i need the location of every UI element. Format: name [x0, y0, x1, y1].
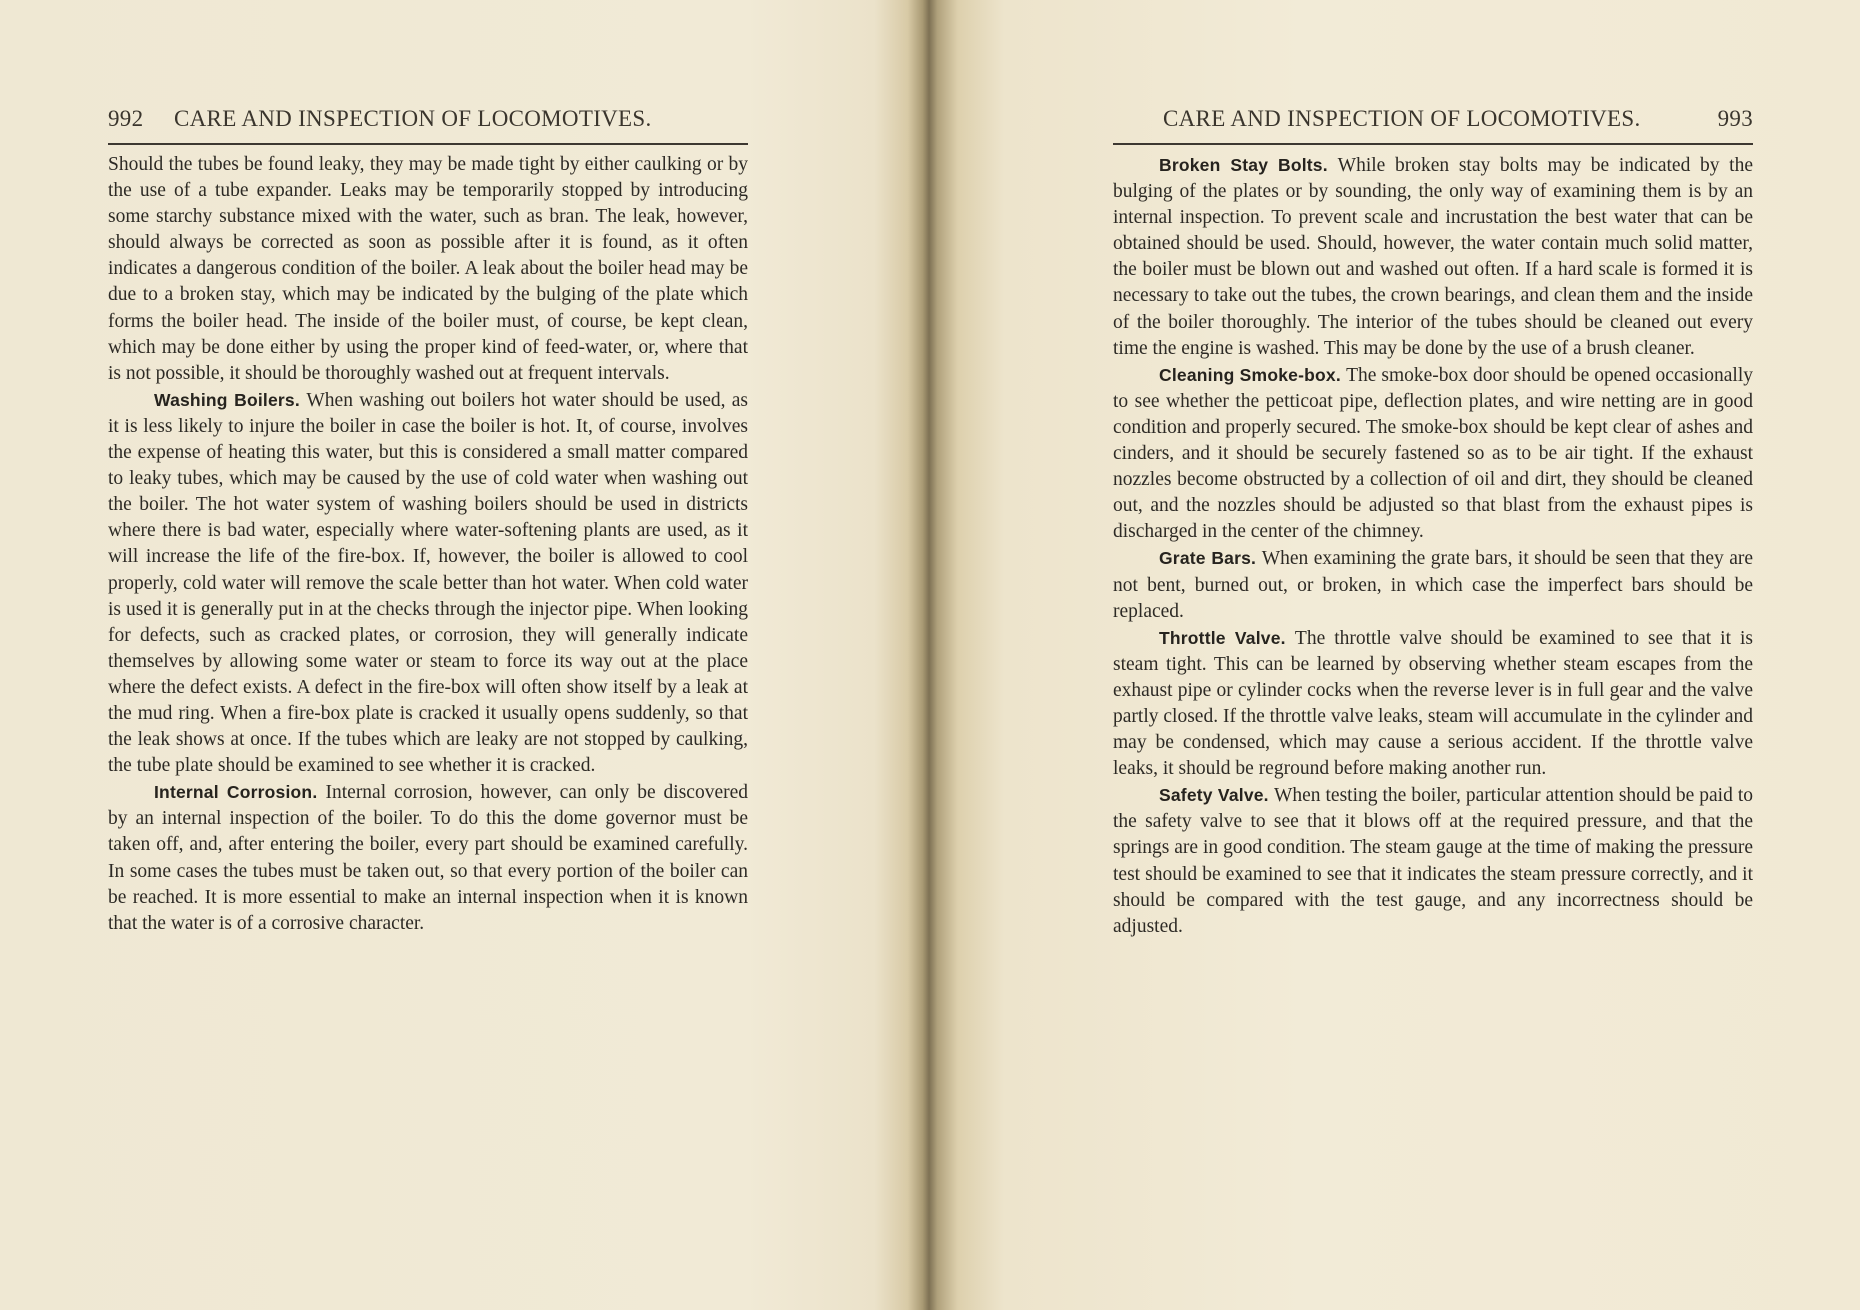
paragraph-text: When washing out boilers hot water should be used, as it is less likely to injure the boiler in case the boiler is hot. It, of course, involves the expense of heating this water, but this is considered a small matter compared to leaky tubes, which may be caused by the use of cold water when washing out the boiler. The hot water system of washing boilers should be used in districts where there is bad water, especially where water-softening plants are used, as it will increase the life of the fire-box. If, however, the boiler is allowed to cool properly, cold water will remove the scale better than hot water. When cold water is used it is generally put in at the checks through the injector pipe. When looking for defects, such as cracked plates, or corrosion, they will generally indicate themselves by allowing some water or steam to force its way out at the place where the defect exists. A defect in the fire-box will often show itself by a leak at the mud ring. When a fire-box plate is cracked it usually opens suddenly, so that the leak shows at once. If the tubes which are leaky are not stopped by caulking, the tube plate should be examined to see whether it is cracked.: [108, 389, 749, 777]
paragraph-text: The smoke-box door should be opened occasionally to see whether the petticoat pipe, deflection plates, and wire netting are in good condition and properly secured. The smoke-box should be kept clear of ashes and cinders, and it should be securely fastened so as to be air tight. If the exhaust nozzles become obstructed by a collection of oil and dirt, they should be cleaned out, and the nozzles should be adjusted so that blast from the exhaust pipes is discharged in the center of the chimney.: [1113, 364, 1753, 543]
section-heading: Throttle Valve.: [1159, 627, 1295, 648]
header-rule: [1113, 143, 1753, 145]
section-heading: Safety Valve.: [1159, 785, 1274, 806]
section-heading: Cleaning Smoke-box.: [1159, 364, 1347, 385]
running-title: CARE AND INSPECTION OF LOCOMOTIVES.: [174, 106, 652, 131]
paragraph: [1113, 625, 1753, 783]
page-number: 992: [108, 106, 144, 131]
left-running-head: [108, 106, 748, 136]
paragraph-text: When testing the boiler, particular attention should be paid to the safety valve to see that it blows off at the required pressure, and that the springs are in good condition. The steam gauge at the time of making the pressure test should be examined to see that it indicates the steam pressure correctly, and it should be compared with the test gauge, and any incorrectness should be adjusted.: [1113, 785, 1753, 937]
header-rule: [108, 143, 748, 145]
page-number: 993: [1717, 106, 1753, 131]
paragraph: [1113, 545, 1753, 624]
section-heading: Broken Stay Bolts.: [1159, 155, 1338, 175]
running-title: CARE AND INSPECTION OF LOCOMOTIVES.: [1163, 106, 1641, 131]
section-heading: Internal Corrosion.: [154, 782, 326, 803]
left-body-text: [108, 152, 748, 937]
section-heading: Grate Bars.: [1159, 548, 1262, 569]
paragraph-text: While broken stay bolts may be indicated by the bulging of the plates or by sounding, the only way of examining them is by an internal inspection. To prevent scale and incrustation the best water that can be obtained should be used. Should, however, the water contain much solid matter, the boiler must be blown out and washed out often. If a hard scale is formed it is necessary to take out the tubes, the crown bearings, and clean them and the inside of the boiler thoroughly. The interior of the tubes should be cleaned out every time the engine is washed. This may be done by the use of a brush cleaner.: [1113, 155, 1753, 359]
paragraph: [1113, 362, 1753, 546]
paragraph-text: The throttle valve should be examined to see that it is steam tight. This can be learned by observing whether steam escapes from the exhaust pipe or cylinder cocks when the reverse lever is in full gear and the valve partly closed. If the throttle valve leaks, steam will accumulate in the cylinder and may be condensed, which may cause a serious accident. If the throttle valve leaks, it should be reground before making another run.: [1113, 627, 1753, 780]
paragraph-text: When examining the grate bars, it should be seen that they are not bent, burned out, or broken, in which case the imperfect bars should be replaced.: [1113, 548, 1753, 622]
paragraph: [108, 387, 748, 779]
paragraph: [1113, 152, 1753, 362]
paragraph-text: Internal corrosion, however, can only be discovered by an internal inspection of the boiler. To do this the dome governor must be taken off, and, after entering the boiler, every part should be examined carefully. In some cases the tubes must be taken out, so that every portion of the boiler can be reached. It is more essential to make an internal inspection when it is known that the water is of a corrosive character.: [108, 782, 748, 934]
right-body-text: [1113, 152, 1753, 940]
paragraph-text: Should the tubes be found leaky, they may be made tight by either caulking or by the use of a tube expander. Leaks may be temporarily stopped by introducing some starchy substance mixed with the water, such as bran. The leak, however, should always be corrected as soon as possible after it is found, as it often indicates a dangerous condition of the boiler. A leak about the boiler head may be due to a broken stay, which may be indicated by the bulging of the plate which forms the boiler head. The inside of the boiler must, of course, be kept clean, which may be done either by using the proper kind of feed-water, or, where that is not possible, it should be thoroughly washed out at frequent intervals.: [108, 154, 748, 384]
paragraph: [108, 152, 748, 387]
paragraph: [108, 779, 748, 937]
paragraph: [1113, 782, 1753, 940]
section-heading: Washing Boilers.: [154, 389, 307, 410]
right-running-head: [1113, 106, 1753, 136]
